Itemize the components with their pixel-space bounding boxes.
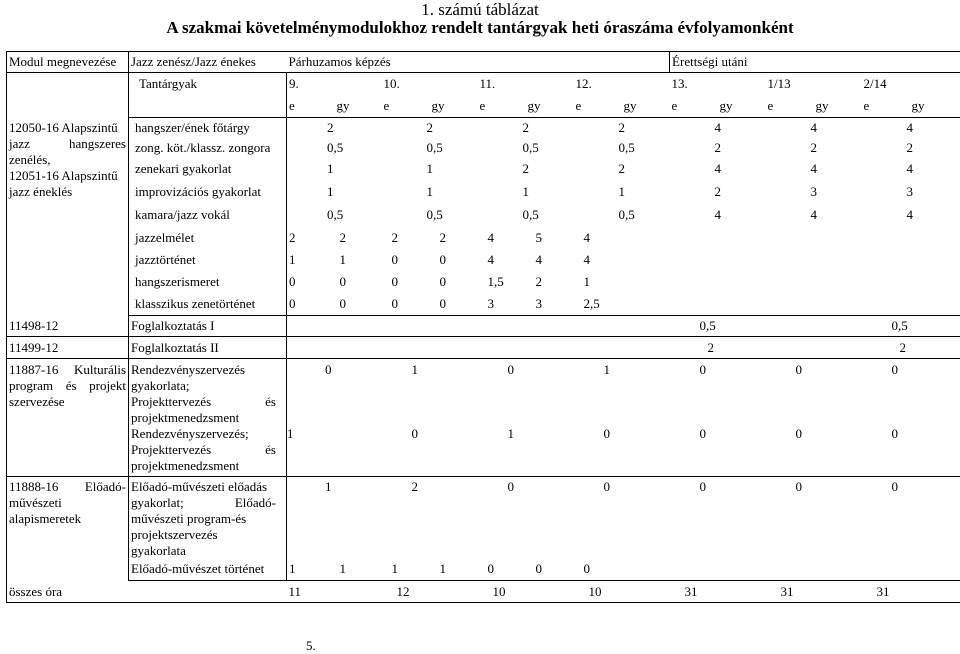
value-cell: 0 [670,476,766,559]
value-cell: 0 [439,251,446,267]
value-cell: 2 [439,229,446,245]
value-cell: 2 [327,119,334,135]
value-cell: 3 [862,181,960,204]
value-cell: 1 [287,559,335,581]
value-cell: 0 [339,273,346,289]
grade-2-14: 2/14 [862,73,960,95]
e-1-13: e [766,95,814,118]
hours-table [6,51,960,603]
value-cell: 0 [430,293,478,316]
total-value: 31 [862,581,960,603]
gy-11: gy [526,95,574,118]
value-cell: 0,5 [522,207,539,222]
value-cell: 1 [327,161,334,176]
value-cell: 0 [862,476,960,559]
value-cell: 0 [574,559,622,581]
value-cell: 4 [714,161,722,176]
e-11: e [478,95,526,118]
subject-cell: klasszikus zenetörténet [129,293,287,316]
value-cell: 4 [583,229,590,245]
value-cell: 0 [478,559,526,581]
value-cell: 0 [391,251,398,267]
grade-9: 9. [289,75,299,91]
module-performing-arts: 11888-16 Előadó- művészeti alapismeretek [7,476,129,581]
value-cell: 0 [766,476,862,559]
grade-13: 13. [671,75,688,91]
subject-cell: Rendezvényszervezés gyakorlata; Projekttervezés és projektmenedzsment [129,359,287,427]
value-cell: 2 [339,229,346,245]
value-cell: 3 [810,184,818,199]
gy-9: gy [335,95,382,118]
value-cell: 1 [507,426,514,441]
value-cell: 2 [535,273,542,289]
value-cell: 2 [714,139,722,155]
subject-cell: hangszer/ének főtárgy [129,118,287,138]
total-value: 10 [478,581,574,603]
value-cell: 0 [287,293,335,316]
gy-1-13: gy [814,95,862,118]
grade-10: 10. [383,75,400,91]
subject-cell: Előadó-művészeti előadás gyakorlat; Előadó- művészeti program-és projektszervezés gyakorlata [129,476,287,559]
value-cell: 4 [487,251,494,267]
value-cell: 1 [583,273,590,289]
after-final-exam-header: Érettségi utáni [670,52,960,73]
subject-cell: kamara/jazz vokál [129,204,287,227]
subject-cell: Rendezvényszervezés; Projekttervezés és projektmenedzsment [129,426,287,476]
value-cell: 2 [391,229,398,245]
value-cell: 1,5 [487,273,504,289]
value-cell: 0 [699,426,707,441]
value-cell: 0,5 [426,139,443,155]
value-cell: 0,5 [522,139,539,155]
gy-10: gy [430,95,478,118]
value-cell: 1 [339,251,346,267]
value-cell: 0 [507,362,514,377]
value-cell: 0 [526,559,574,581]
value-cell: 0,5 [327,207,344,222]
total-label: összes óra [7,581,287,603]
value-cell: 0 [574,476,670,559]
value-cell: 5 [535,229,542,245]
subject-cell: Foglalkoztatás II [129,337,287,359]
e-9: e [287,95,335,118]
value-cell: 2 [862,337,960,359]
grade-11: 11. [479,75,496,91]
value-cell: 4 [810,161,818,176]
grade-1-13: 1/13 [767,75,791,91]
value-cell: 0,5 [670,316,766,337]
empty-subject-cell [129,95,287,118]
value-cell: 4 [535,251,542,267]
grade-12: 12. [575,75,592,91]
value-cell: 3 [478,293,526,316]
value-cell: 0 [478,476,574,559]
value-cell: 2 [426,119,433,135]
value-cell: 4 [714,119,722,135]
value-cell: 4 [810,119,818,135]
value-cell: 1 [287,476,382,559]
e-2-14: e [862,95,910,118]
value-cell: 3 [526,293,574,316]
e-10: e [382,95,430,118]
value-cell: 2 [618,161,625,176]
value-cell: 4 [583,251,590,267]
value-cell: 0,5 [426,207,443,222]
value-cell: 2 [670,337,766,359]
value-cell: 1 [426,184,433,199]
value-cell: 2 [618,119,625,135]
value-cell: 0 [862,426,960,476]
value-cell: 1 [327,184,334,199]
value-cell: 0 [439,273,446,289]
value-cell: 2 [810,139,818,155]
e-12: e [574,95,622,118]
subject-cell: jazzelmélet [129,227,287,249]
value-cell: 0 [382,293,430,316]
value-cell: 0 [335,293,382,316]
parallel-training-header: Párhuzamos képzés [287,52,670,73]
value-cell: 2 [289,229,296,245]
value-cell: 1 [411,362,418,377]
subject-cell: zenekari gyakorlat [129,158,287,181]
module-code-cell: 11498-12 [7,316,129,337]
value-cell: 2,5 [574,293,622,316]
value-cell: 0 [699,362,707,377]
value-cell: 0 [411,426,418,441]
subjects-header: Tantárgyak [129,73,287,95]
e-13: e [670,95,718,118]
value-cell: 4 [487,229,494,245]
subject-cell: zong. köt./klassz. zongora [129,138,287,158]
value-cell: 0,5 [618,207,635,222]
value-cell: 0 [325,362,332,377]
page-number: 5. [306,638,316,653]
value-cell: 2 [862,138,960,158]
value-cell: 1 [335,559,382,581]
value-cell: 2 [382,476,478,559]
value-cell: 2 [522,119,529,135]
total-value: 31 [670,581,766,603]
gy-12: gy [622,95,670,118]
value-cell: 0 [795,362,803,377]
value-cell: 0 [289,273,296,289]
value-cell: 2 [522,161,529,176]
value-cell: 1 [522,184,529,199]
value-cell: 1 [289,251,296,267]
module-basic-jazz: 12050-16 Alapszintű jazz hangszeres zenélés, 12051-16 Alapszintű jazz éneklés [7,118,129,316]
value-cell: 1 [430,559,478,581]
total-value: 12 [382,581,478,603]
table-title: A szakmai követelménymodulokhoz rendelt tantárgyak heti óraszáma évfolyamonként [166,18,794,37]
value-cell: 4 [862,158,960,181]
empty-corner [7,73,129,118]
value-cell: 4 [714,207,722,222]
value-cell: 0,5 [618,139,635,155]
subject-cell: jazztörténet [129,249,287,271]
value-cell: 1 [382,559,430,581]
value-cell: 0 [862,359,960,427]
total-value: 10 [574,581,670,603]
value-cell: 1 [603,362,610,377]
value-cell: 1 [426,161,433,176]
module-cultural-program: 11887-16 Kulturális program és projekt szervezése [7,359,129,477]
gy-13: gy [718,95,766,118]
gy-2-14: gy [910,95,960,118]
program-name: Jazz zenész/Jazz énekes [129,52,287,73]
value-cell: 4 [862,118,960,138]
value-cell: 0 [603,426,610,441]
value-cell: 2 [714,184,722,199]
modul-name-header: Modul megnevezése [7,52,129,73]
subject-cell: improvizációs gyakorlat [129,181,287,204]
value-cell: 0,5 [327,139,344,155]
table-number-title: 1. számú táblázat [421,0,539,19]
subject-cell: Foglalkoztatás I [129,316,287,337]
subject-cell: hangszerismeret [129,271,287,293]
value-cell: 1 [618,184,625,199]
module-code-cell: 11499-12 [7,337,129,359]
value-cell: 0,5 [862,316,960,337]
value-cell: 0 [795,426,803,441]
value-cell: 0 [391,273,398,289]
value-cell: 4 [862,204,960,227]
value-cell: 4 [810,207,818,222]
subject-cell: Előadó-művészet történet [129,559,287,581]
value-cell: 1 [287,426,294,441]
total-value: 31 [766,581,862,603]
total-value: 11 [287,581,382,603]
